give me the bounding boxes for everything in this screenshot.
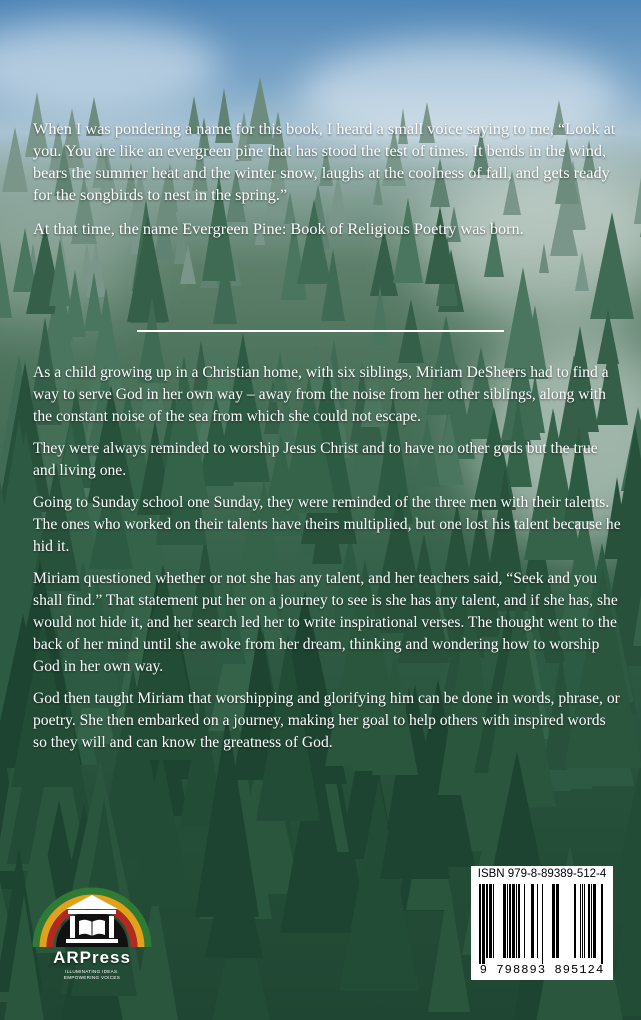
barcode-bar xyxy=(509,884,511,958)
publisher-tagline xyxy=(30,969,154,981)
tagline-line: ILLUMINATING IDEAS. xyxy=(65,969,119,974)
barcode-bar xyxy=(503,884,506,958)
barcode-bar xyxy=(552,884,555,958)
pine-tree xyxy=(0,209,12,318)
intro-paragraph: When I was pondering a name for this book, I heard a small voice saying to me, “Look at you. You are like an evergreen pine that has stood the test of times. It bends in the wind, bears the summer heat and the winter snow, laughs at the coolness of fall, and gets ready for the songbirds to nest in the spring.” xyxy=(33,119,616,204)
isbn-label: ISBN 979-8-89389-512-4 xyxy=(477,868,607,880)
pine-tree xyxy=(634,177,641,224)
intro-paragraph: At that time, the name Evergreen Pine: Book of Religious Poetry was born. xyxy=(33,219,524,238)
barcode-bar xyxy=(574,884,576,958)
pine-tree xyxy=(597,309,619,364)
barcode-bar xyxy=(556,884,559,958)
isbn-digits: 9 798893 895124 xyxy=(479,963,605,977)
building-with-book-icon xyxy=(30,865,154,949)
barcode-bar xyxy=(489,884,492,958)
barcode-bar xyxy=(582,884,583,958)
bio-paragraph: As a child growing up in a Christian home, with six siblings, Miriam DeSheers had to find a way to serve God in her own way – away from the noise from her other siblings, along with the constant noise of the sea from which she could not escape. xyxy=(33,364,609,425)
publisher-name: ARPress xyxy=(53,948,131,967)
bio-paragraph: God then taught Miriam that worshipping and glorifying him can be done in words, phrase, or poetry. She then embarked on a journey, making her goal to help others with inspired words so they will and can know the greatness of God. xyxy=(33,690,620,751)
barcode-bar xyxy=(512,884,515,958)
tagline-line: EMPOWERING VOICES xyxy=(63,975,121,980)
barcode-bar xyxy=(507,884,508,958)
barcode-bar xyxy=(482,884,485,964)
bio-paragraph: They were always reminded to worship Jesus Christ and to have no other gods but the true and living one. xyxy=(33,440,598,479)
barcode-bar xyxy=(588,884,590,958)
pine-tree xyxy=(321,249,345,321)
barcode-bar xyxy=(531,884,534,958)
barcode-bar xyxy=(486,884,488,958)
barcode-bar xyxy=(584,884,585,958)
barcode-bar xyxy=(593,884,596,958)
barcode-bar xyxy=(516,884,517,958)
pine-tree xyxy=(213,252,237,324)
barcode-bar xyxy=(580,884,581,958)
barcode-bar xyxy=(524,884,525,958)
barcode-bar xyxy=(601,884,603,964)
pine-tree xyxy=(64,270,86,337)
intro-text xyxy=(33,118,623,252)
barcode-bar xyxy=(537,884,538,958)
pine-tree xyxy=(504,267,542,368)
barcode-bar xyxy=(479,884,481,964)
barcode-bar xyxy=(542,884,543,964)
barcode-bar xyxy=(591,884,592,958)
bio-paragraph: Going to Sunday school one Sunday, they were reminded of the three men with their talents. The ones who worked on their talents have theirs multiplied, but one lost his talent because he hid it. xyxy=(33,494,621,555)
isbn-barcode xyxy=(471,866,613,980)
pine-tree xyxy=(371,286,389,345)
divider xyxy=(137,330,504,332)
pine-tree xyxy=(2,127,28,192)
barcode-bars xyxy=(477,884,607,964)
barcode-bar xyxy=(493,884,494,958)
bio-paragraph: Miriam questioned whether or not she has any talent, and her teachers said, “Seek and you shall find.” That statement put her on a journey to see is she has any talent, and if she has, she would not hide it, and her search led her to write inspirational verses. The thought went to the back of her mind until she awoke from her dream, thinking and wondering how to worship God in her own way. xyxy=(33,570,618,675)
barcode-bar xyxy=(518,884,520,958)
publisher-logo xyxy=(30,865,154,985)
pine-tree xyxy=(575,252,589,291)
author-bio xyxy=(33,362,623,764)
